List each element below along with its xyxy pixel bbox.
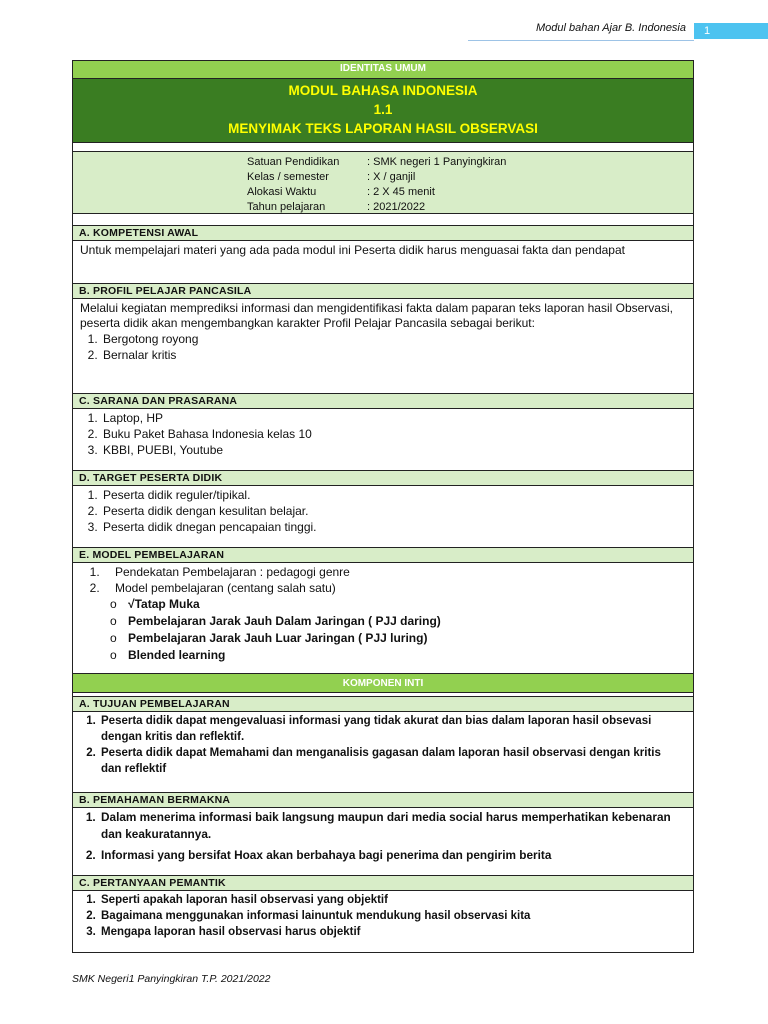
info-row: Kelas / semester : X / ganjil	[247, 171, 416, 183]
identity-info-grid	[247, 155, 506, 215]
list-item: 2. Bernalar kritis	[101, 347, 693, 363]
list-item: 1. Dalam menerima informasi baik langsung maupun dari media social harus memperhatikan kebenaran dan keakuratannya.	[99, 809, 679, 843]
komponen-inti-band: KOMPONEN INTI	[73, 673, 693, 693]
list-item: 3. Mengapa laporan hasil observasi harus objektif	[99, 924, 693, 940]
section-pertanyaan-heading: C. PERTANYAAN PEMANTIK	[73, 875, 693, 891]
pemahaman-list	[73, 809, 693, 864]
page-number-badge: 1	[694, 23, 768, 39]
module-subtitle: MENYIMAK TEKS LAPORAN HASIL OBSERVASI	[228, 121, 538, 136]
pertanyaan-body	[73, 892, 693, 952]
info-row: Tahun pelajaran : 2021/2022	[247, 201, 426, 213]
target-body	[73, 487, 693, 547]
model-list	[73, 564, 693, 596]
target-list	[73, 487, 693, 535]
profil-pelajar-text: Melalui kegiatan memprediksi informasi dan mengidentifikasi fakta dalam paparan teks laporan hasil Observasi, peserta didik akan mengembangkan karakter Profil Pelajar Pancasila sebagai berikut:	[80, 301, 673, 330]
list-item: 2. Model pembelajaran (centang salah satu)	[103, 580, 693, 596]
section-target-heading: D. TARGET PESERTA DIDIK	[73, 470, 693, 486]
identity-info-block	[73, 151, 693, 214]
module-document	[72, 60, 694, 953]
list-item: 3. KBBI, PUEBI, Youtube	[101, 442, 693, 458]
list-item: 1. Peserta didik reguler/tipikal.	[101, 487, 693, 503]
page-footer: SMK Negeri1 Panyingkiran T.P. 2021/2022	[72, 973, 271, 985]
list-item: 1. Laptop, HP	[101, 410, 693, 426]
sarana-body	[73, 410, 693, 470]
kompetensi-awal-text: Untuk mempelajari materi yang ada pada modul ini Peserta didik harus menguasai fakta dan pendapat	[80, 243, 625, 257]
list-item: 1. Peserta didik dapat mengevaluasi informasi yang tidak akurat dan bias dalam laporan hasil obsevasi dengan kritis dan reflektif.	[99, 713, 679, 745]
model-option: o Pembelajaran Jarak Jauh Dalam Jaringan ( PJJ daring)	[128, 613, 693, 630]
list-item: 1. Bergotong royong	[101, 331, 693, 347]
list-item: 2. Informasi yang bersifat Hoax akan berbahaya bagi penerima dan pengirim berita	[99, 847, 679, 864]
model-body	[73, 564, 693, 674]
list-item: 2. Peserta didik dengan kesulitan belajar.	[101, 503, 693, 519]
identitas-umum-band: IDENTITAS UMUM	[73, 61, 693, 79]
section-sarana-heading: C. SARANA DAN PRASARANA	[73, 393, 693, 409]
module-title: MODUL BAHASA INDONESIA	[288, 83, 478, 98]
section-model-heading: E. MODEL PEMBELAJARAN	[73, 547, 693, 563]
model-option: o Pembelajaran Jarak Jauh Luar Jaringan ( PJJ luring)	[128, 630, 693, 647]
pertanyaan-list	[73, 892, 693, 940]
model-option: o Blended learning	[128, 647, 693, 664]
section-profil-pelajar-heading: B. PROFIL PELAJAR PANCASILA	[73, 283, 693, 299]
model-option: o √Tatap Muka	[128, 596, 693, 613]
list-item: 1. Pendekatan Pembelajaran : pedagogi genre	[103, 564, 693, 580]
info-row: Alokasi Waktu : 2 X 45 menit	[247, 186, 435, 198]
header-divider	[468, 40, 694, 41]
list-item: 3. Peserta didik dnegan pencapaian tinggi.	[101, 519, 693, 535]
module-number: 1.1	[373, 102, 393, 117]
pemahaman-body	[73, 809, 693, 875]
profil-pelajar-list	[73, 331, 693, 363]
running-header-title: Modul bahan Ajar B. Indonesia	[535, 22, 686, 34]
section-tujuan-heading: A. TUJUAN PEMBELAJARAN	[73, 696, 693, 712]
module-title-block	[73, 79, 693, 143]
section-pemahaman-heading: B. PEMAHAMAN BERMAKNA	[73, 792, 693, 808]
list-item: 2. Bagaimana menggunakan informasi lainuntuk mendukung hasil observasi kita	[99, 908, 693, 924]
list-item: 1. Seperti apakah laporan hasil observasi yang objektif	[99, 892, 693, 908]
info-row: Satuan Pendidikan : SMK negeri 1 Panyingkiran	[247, 156, 507, 168]
sarana-list	[73, 410, 693, 458]
model-options-list	[73, 596, 693, 664]
tujuan-body	[73, 713, 693, 793]
list-item: 2. Buku Paket Bahasa Indonesia kelas 10	[101, 426, 693, 442]
section-kompetensi-awal-heading: A. KOMPETENSI AWAL	[73, 225, 693, 241]
list-item: 2. Peserta didik dapat Memahami dan menganalisis gagasan dalam laporan hasil observasi dengan kritis dan reflektif	[99, 745, 679, 777]
profil-pelajar-body	[73, 299, 693, 393]
tujuan-list	[73, 713, 693, 777]
